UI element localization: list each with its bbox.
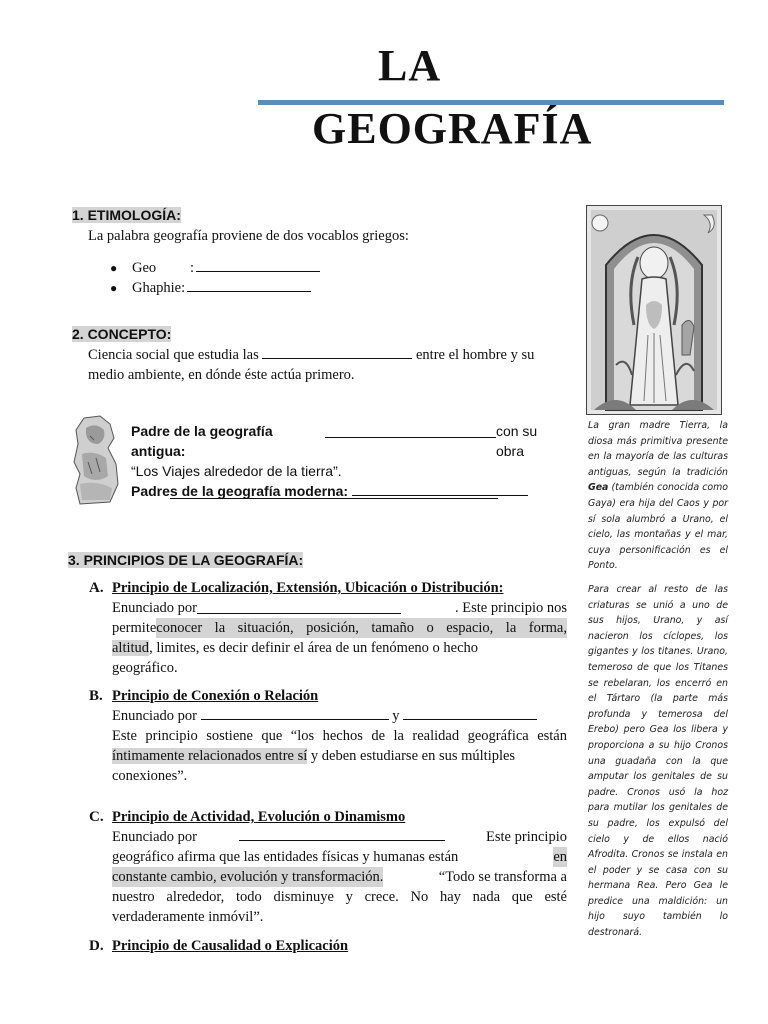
principle-b-title: Principio de Conexión o Relación <box>112 688 319 704</box>
principle-b-letter: B. <box>89 688 103 704</box>
answer-blank[interactable] <box>262 345 412 359</box>
fathers-block: Padre de la geografía antigua: con su obra “Los Viajes alrededor de la tierra”. Padres de la geografía moderna: <box>131 423 538 499</box>
principle-c-letter: C. <box>89 809 104 825</box>
answer-blank[interactable] <box>239 827 445 841</box>
title-line-2: GEOGRAFÍA <box>312 104 593 153</box>
answer-blank[interactable] <box>170 484 498 503</box>
answer-blank[interactable] <box>197 600 401 614</box>
section-3-heading: 3. PRINCIPIOS DE LA GEOGRAFÍA: <box>68 552 304 568</box>
principle-c-title: Principio de Actividad, Evolución o Dinamismo <box>112 809 406 825</box>
section-1-intro: La palabra geografía proviene de dos vocablos griegos: <box>88 228 409 244</box>
answer-blank[interactable] <box>325 424 496 438</box>
sidebar-paragraph-2: Para crear al resto de las criaturas se unió a uno de sus hijos, Urano, y así nacieron los cíclopes, los gigantes y los titanes. Urano, temeroso de que los Titanes se rebelaran, los encerró en el Tártaro (la parte más profunda y temerosa del Erebo) pero Gea los libera y proporciona a su hijo Cronos una guadaña con la que amputar los genitales de su padre. Cronos usó la hoz para mutilar los genitales de su padre, los expulsó del cielo y de ellos nació Afrodita. Cronos se instala en el poder y se casa con su hermana Rea. Pero Gea le predice una maldición: un hijo suyo también lo destronará. <box>588 584 728 939</box>
list-item: ● Geo : <box>110 258 320 278</box>
section-1-heading: 1. ETIMOLOGÍA: <box>72 207 181 223</box>
principle-a-title: Principio de Localización, Extensión, Ubicación o Distribución: <box>112 580 504 596</box>
sidebar-paragraph-1: La gran madre Tierra, la diosa más primitiva presente en la mayoría de las culturas antiguas, según la tradición Gea (también conocida como Gaya) era hija del Caos y por sí sola alumbró a Urano, el cielo, las montañas y el mar, cuya personificación es el Ponto. <box>588 420 728 572</box>
answer-blank[interactable] <box>201 706 389 720</box>
gea-illustration <box>586 205 722 415</box>
principle-b-text: Enunciado por y Este principio sostiene que “los hechos de la realidad geográfica están íntimamente relacionados entre sí y deben estudiarse en sus múltiples conexiones”. <box>112 708 567 784</box>
title-line-1: LA <box>378 41 442 90</box>
section-2-heading: 2. CONCEPTO: <box>72 326 172 342</box>
principle-c-text: Enunciado por Este principio geográfico afirma que las entidades físicas y humanas están en constante cambio, evolución y transformación. “Todo se transforma a nuestro alrededor, todo disminuye y crece. No hay nada que esté verdaderamente inmóvil”. <box>112 829 567 925</box>
principle-a-text: Enunciado por . Este principio nos permite conocer la situación, posición, tamaño o espacio, la forma, altitud, limites, es decir definir el área de un fenómeno o hecho geográfico. <box>112 600 567 676</box>
answer-blank[interactable] <box>187 278 311 292</box>
principle-d-title: Principio de Causalidad o Explicación <box>112 938 349 954</box>
statue-image <box>70 414 122 506</box>
section-2-text: Ciencia social que estudia las entre el hombre y su medio ambiente, en dónde éste actúa primero. <box>88 347 535 383</box>
answer-blank[interactable] <box>403 706 537 720</box>
principle-a-letter: A. <box>89 580 104 596</box>
section-1-list <box>110 258 320 298</box>
list-item: ● Ghaphie: <box>110 278 320 298</box>
answer-blank[interactable] <box>196 258 320 272</box>
principle-d-letter: D. <box>89 938 104 954</box>
